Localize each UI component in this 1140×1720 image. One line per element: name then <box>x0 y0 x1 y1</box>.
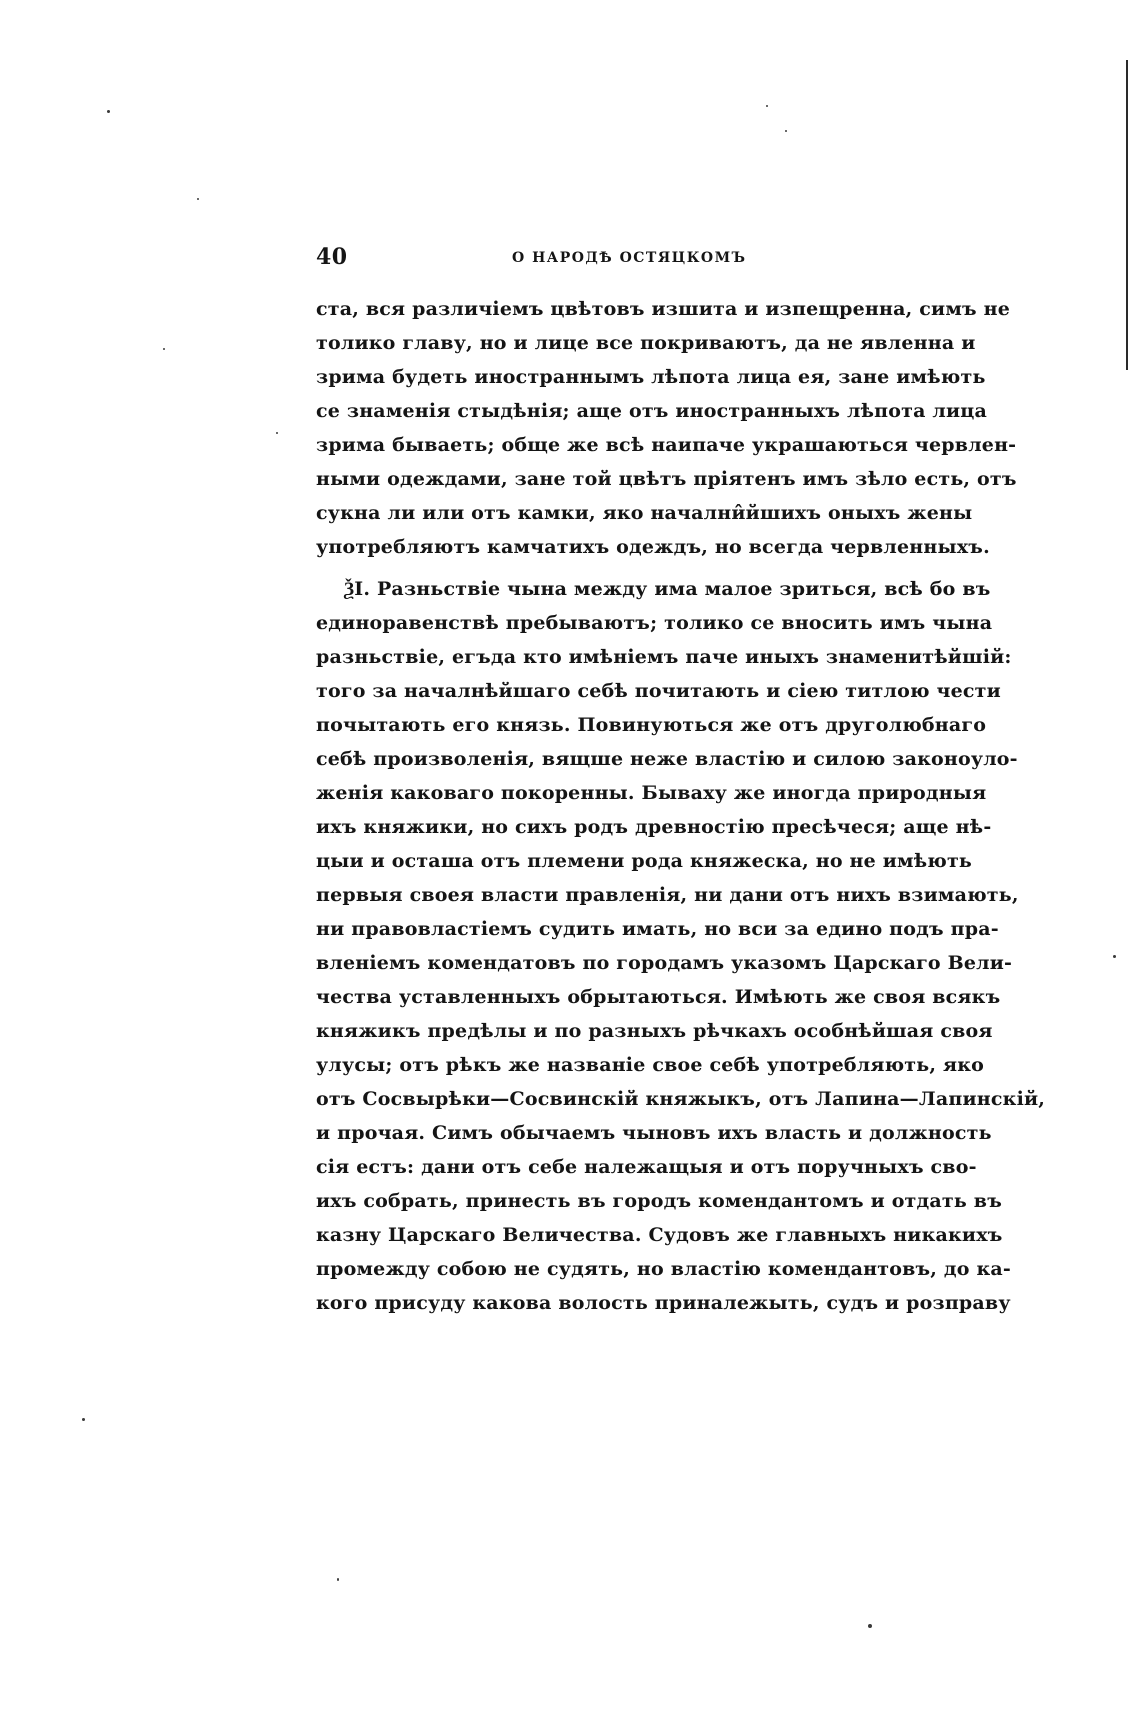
text-line: единоравенствѣ пребываютъ; толико се вносить имъ чына <box>316 612 993 634</box>
text-line: толико главу, но и лице все покриваютъ, да не явленна и <box>316 332 976 354</box>
text-line: казну Царскаго Величества. Судовъ же главныхъ никакихъ <box>316 1224 1003 1246</box>
text-line: зрима бываеть; обще же всѣ наипаче украшаються червлен- <box>316 434 1017 456</box>
text-line: цыи и осташа отъ племени рода княжеска, но не имѣють <box>316 850 973 872</box>
text-line: ѮІ. Разньствіе чына между има малое зриться, всѣ бо въ <box>344 578 991 600</box>
text-line: зрима будеть иностраннымъ лѣпота лица ея, зане имѣють <box>316 366 986 388</box>
text-line: се знаменія стыдѣнія; аще отъ иностранныхъ лѣпота лица <box>316 400 988 422</box>
text-line: женія каковаго покоренны. Бываху же иногда природныя <box>316 782 987 804</box>
text-line: ихъ княжики, но сихъ родъ древностію пресѣчеся; аще нѣ- <box>316 816 992 838</box>
text-line: промежду собою не судять, но властію комендантовъ, до ка- <box>316 1258 1011 1280</box>
scan-speck <box>868 1624 872 1628</box>
paragraph-1 <box>316 292 1017 564</box>
text-line: ста, вся различіемъ цвѣтовъ изшита и изпещренна, симъ не <box>316 298 1011 320</box>
body-text <box>316 292 1046 1320</box>
text-line: первыя своея власти правленія, ни дани отъ нихъ взимають, <box>316 884 1019 906</box>
paragraph-2 <box>316 572 1046 1320</box>
text-line: ихъ собрать, принесть въ городъ комендантомъ и отдать въ <box>316 1190 1002 1212</box>
text-line: употребляютъ камчатихъ одеждъ, но всегда червленныхъ. <box>316 536 990 558</box>
text-line: кого присуду какова волость приналежыть, судъ и розправу <box>316 1292 1011 1314</box>
scan-speck <box>107 110 110 113</box>
scan-speck <box>197 198 199 200</box>
running-title: О НАРОДѢ ОСТЯЦКОМЪ <box>512 250 747 266</box>
text-line: того за началнѣйшаго себѣ почитають и сіею титлою чести <box>316 680 1001 702</box>
scan-speck <box>276 432 278 434</box>
text-line: и прочая. Симъ обычаемъ чыновъ ихъ власть и должность <box>316 1122 992 1144</box>
text-line: отъ Сосвырѣки—Сосвинскій княжыкъ, отъ Лапина—Лапинскій, <box>316 1088 1046 1110</box>
scan-speck <box>1113 955 1116 958</box>
text-line: улусы; отъ рѣкъ же названіе свое себѣ употребляють, яко <box>316 1054 984 1076</box>
scan-speck <box>163 348 165 350</box>
text-line: княжикъ предѣлы и по разныхъ рѣчкахъ особнѣйшая своя <box>316 1020 993 1042</box>
text-line: чества уставленныхъ обрытаються. Имѣють же своя всякъ <box>316 986 1001 1008</box>
scan-speck <box>337 1578 339 1581</box>
text-line: ни правовластіемъ судить имать, но вси за едино подъ пра- <box>316 918 999 940</box>
text-line: вленіемъ комендатовъ по городамъ указомъ Царскаго Вели- <box>316 952 1013 974</box>
page-number: 40 <box>316 244 348 270</box>
text-line: себѣ произволенія, вящше неже властію и силою законоуло- <box>316 748 1018 770</box>
scan-speck <box>785 130 787 132</box>
page-edge-line <box>1126 60 1128 370</box>
scan-speck <box>82 1418 85 1421</box>
scan-speck <box>766 105 768 107</box>
text-line: разньствіе, егъда кто имѣніемъ паче иныхъ знаменитѣйшій: <box>316 646 1012 668</box>
text-line: сія естъ: дани отъ себе належащыя и отъ поручныхъ сво- <box>316 1156 977 1178</box>
text-line: сукна ли или отъ камки, яко начални̂йшихъ оныхъ жены <box>316 502 973 524</box>
text-line: почытають его князь. Повинуються же отъ друголюбнаго <box>316 714 987 736</box>
text-line: ными одеждами, зане той цвѣтъ пріятенъ имъ зѣло есть, отъ <box>316 468 1017 490</box>
